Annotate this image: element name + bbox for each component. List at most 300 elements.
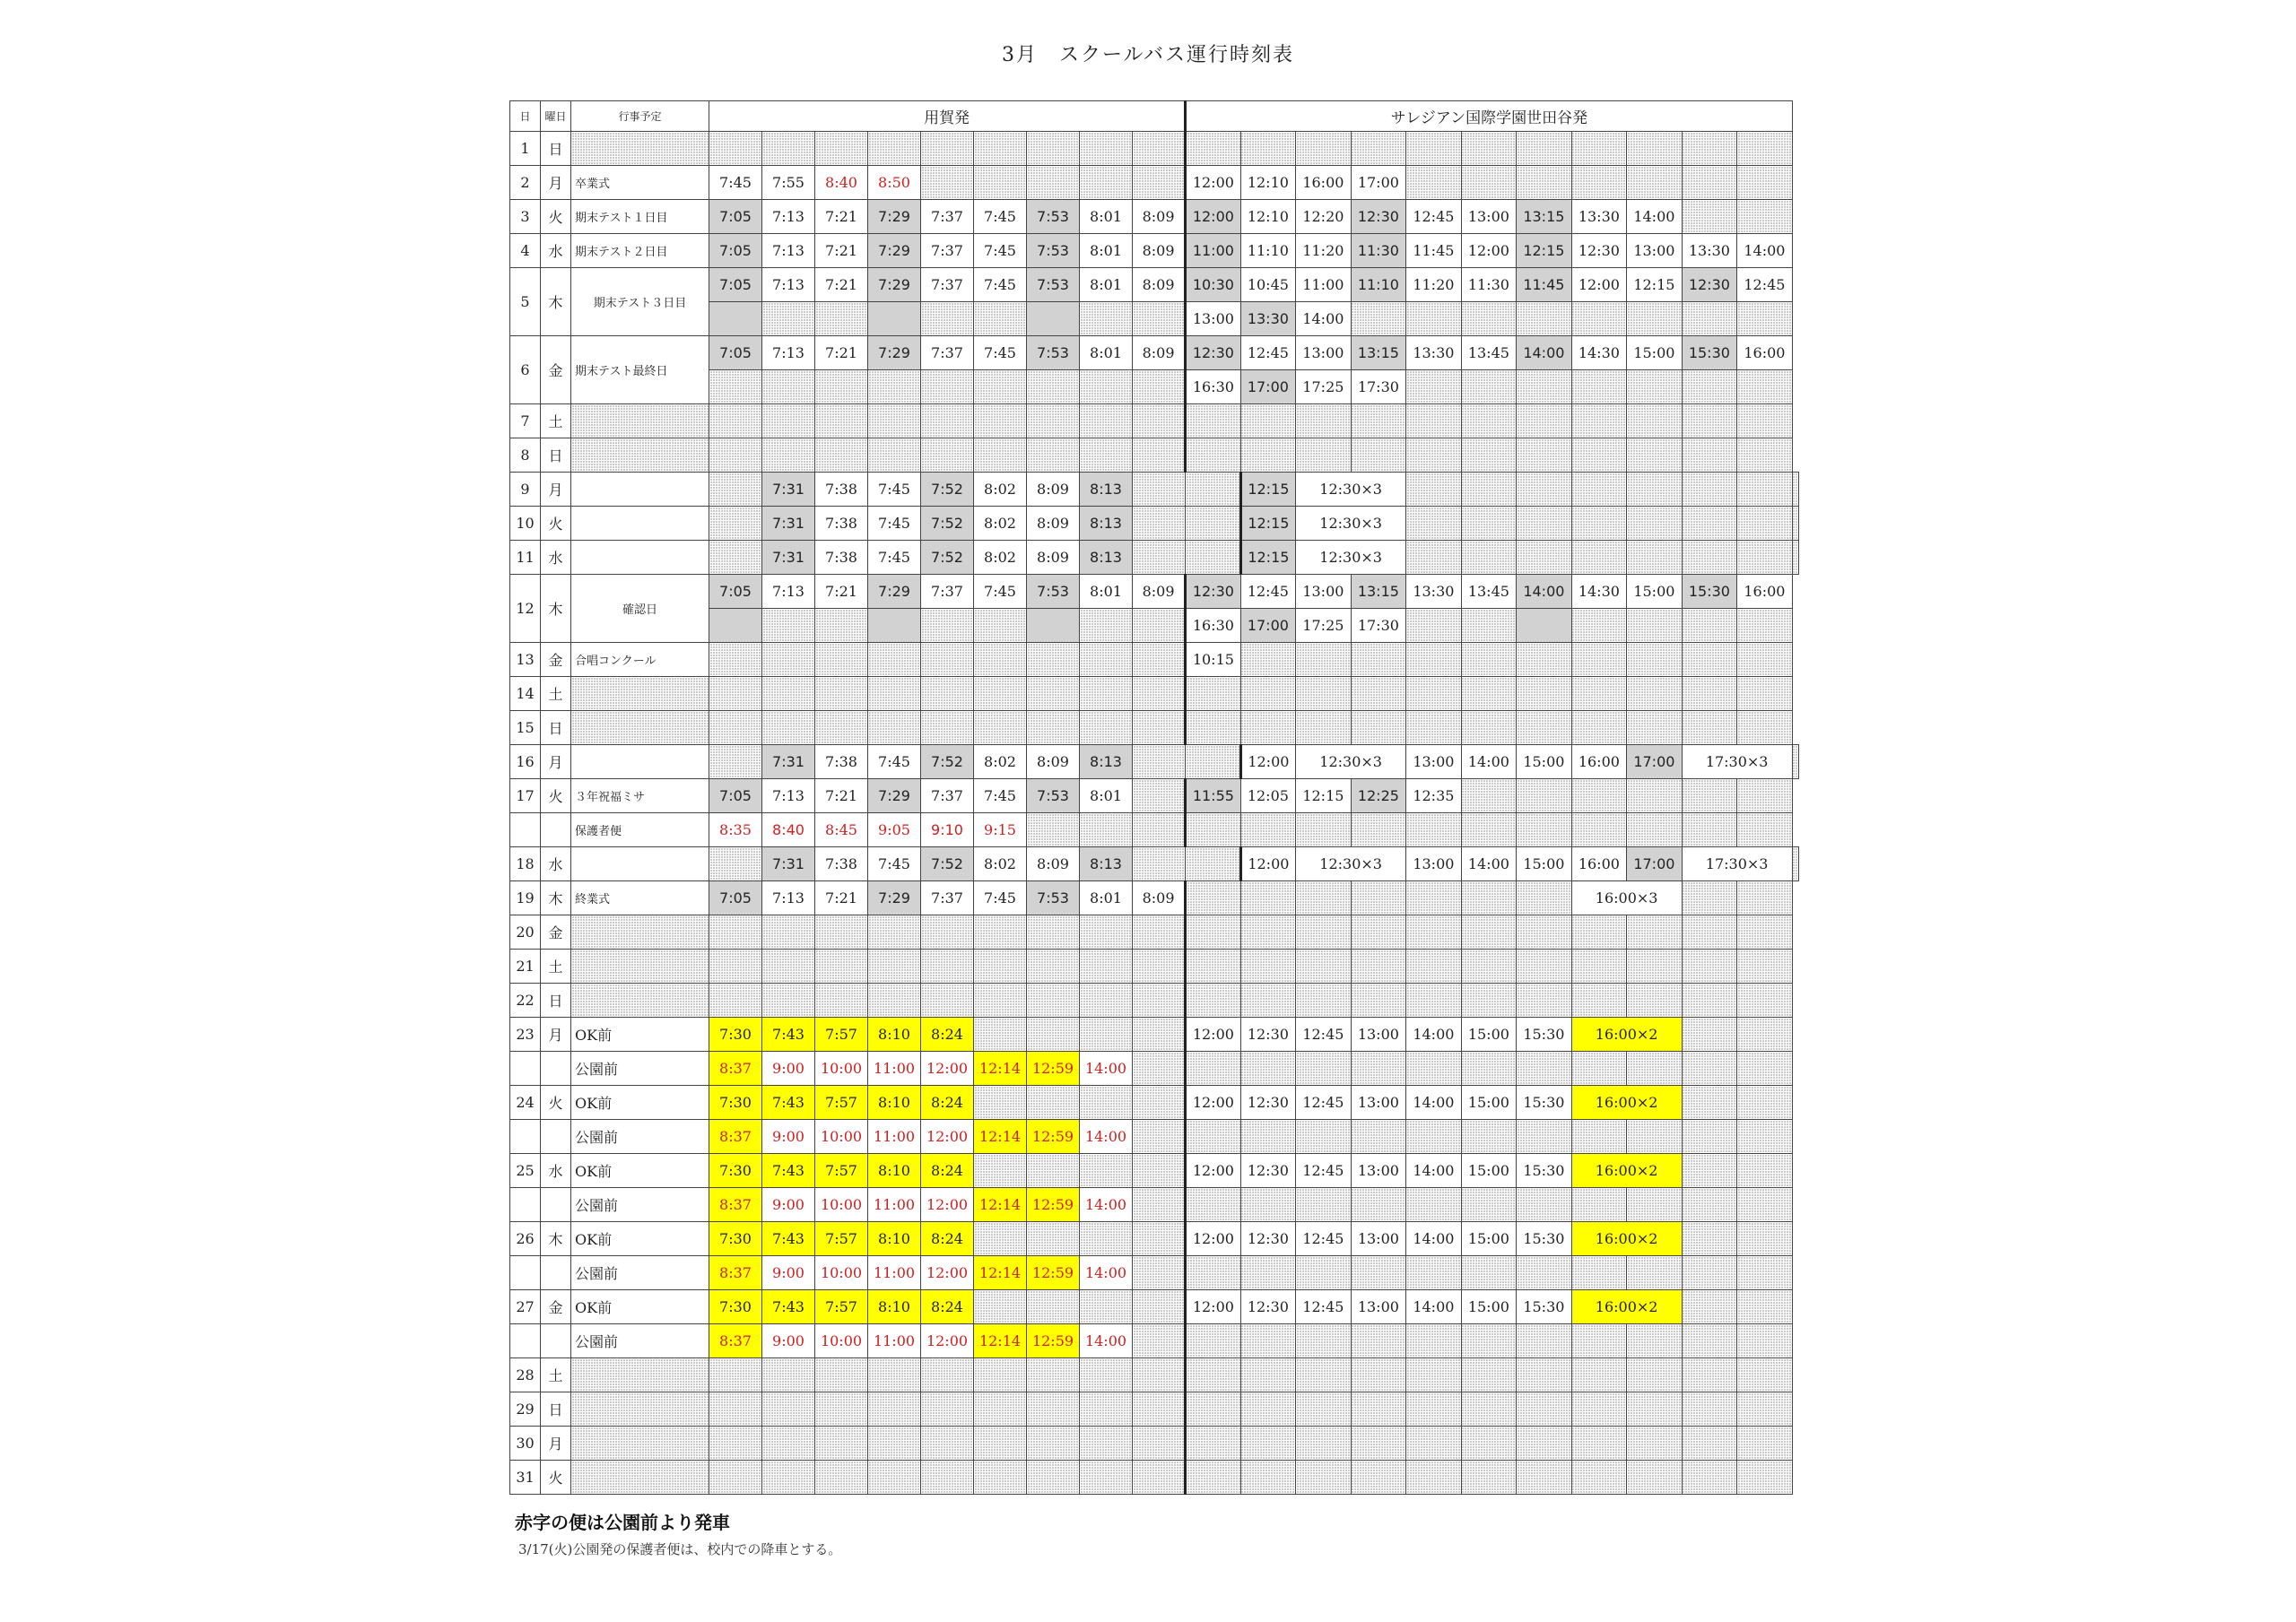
empty-cell <box>1351 1324 1406 1358</box>
time-cell: 7:30 <box>709 1290 762 1324</box>
time-cell: 12:45 <box>1296 1290 1352 1324</box>
day-cell: 29 <box>510 1392 541 1427</box>
time-cell: 7:05 <box>709 779 762 813</box>
event-cell <box>571 473 709 507</box>
empty-cell <box>868 1461 921 1495</box>
empty-cell <box>1461 438 1517 473</box>
empty-cell <box>1461 541 1517 575</box>
empty-cell <box>1571 813 1627 847</box>
empty-cell <box>1186 473 1241 507</box>
time-cell: 13:00 <box>1351 1154 1406 1188</box>
empty-cell <box>1571 677 1627 711</box>
empty-cell <box>1737 1427 1793 1461</box>
event-cell <box>571 1427 709 1461</box>
time-cell: 12:00 <box>1186 1154 1241 1188</box>
empty-cell <box>1240 950 1296 984</box>
empty-cell <box>1627 302 1683 336</box>
empty-cell <box>1133 1427 1186 1461</box>
time-cell: 12:59 <box>1027 1188 1080 1222</box>
time-cell: 12:00 <box>921 1120 974 1154</box>
empty-cell <box>1571 609 1627 643</box>
empty-cell <box>1682 1461 1737 1495</box>
empty-cell <box>1027 438 1080 473</box>
weekday-cell: 土 <box>541 677 571 711</box>
empty-cell <box>1571 507 1627 541</box>
empty-cell <box>1080 132 1133 166</box>
empty-cell <box>1186 1358 1241 1392</box>
empty-cell <box>1737 1358 1793 1392</box>
empty-cell <box>1737 132 1793 166</box>
empty-cell <box>1737 507 1793 541</box>
time-cell: 10:15 <box>1186 643 1241 677</box>
empty-cell <box>1406 881 1462 915</box>
empty-cell <box>1737 1324 1793 1358</box>
time-cell: 14:00 <box>1406 1086 1462 1120</box>
empty-cell <box>1240 1188 1296 1222</box>
time-cell: 12:30 <box>1240 1018 1296 1052</box>
empty-cell <box>1186 1256 1241 1290</box>
empty-cell <box>1737 1188 1793 1222</box>
time-cell: 7:38 <box>815 847 868 881</box>
table-row <box>510 438 1799 473</box>
event-cell: 確認日 <box>571 575 709 643</box>
empty-cell <box>1571 1256 1627 1290</box>
empty-cell <box>1517 813 1572 847</box>
empty-cell <box>762 302 815 336</box>
empty-cell <box>1080 643 1133 677</box>
empty-cell <box>1133 507 1186 541</box>
empty-cell <box>1571 711 1627 745</box>
empty-cell <box>815 1461 868 1495</box>
empty-cell <box>1186 132 1241 166</box>
time-cell: 16:00 <box>1737 575 1793 609</box>
time-cell: 9:00 <box>762 1256 815 1290</box>
empty-cell <box>1461 1358 1517 1392</box>
time-cell: 12:00 <box>921 1256 974 1290</box>
empty-cell <box>921 166 974 200</box>
time-cell: 7:29 <box>868 234 921 268</box>
empty-cell <box>1027 609 1080 643</box>
empty-cell <box>709 847 762 881</box>
day-cell: 9 <box>510 473 541 507</box>
time-cell: 7:21 <box>815 268 868 302</box>
empty-cell <box>1080 677 1133 711</box>
time-cell: 7:45 <box>709 166 762 200</box>
empty-cell <box>1240 1427 1296 1461</box>
empty-cell <box>974 984 1027 1018</box>
empty-cell <box>1027 370 1080 404</box>
time-cell: 12:14 <box>974 1324 1027 1358</box>
empty-cell <box>1737 779 1793 813</box>
time-cell: 7:37 <box>921 779 974 813</box>
empty-cell <box>1351 1256 1406 1290</box>
time-cell: 7:38 <box>815 745 868 779</box>
time-cell: 14:00 <box>1737 234 1793 268</box>
time-cell: 12:30 <box>1351 200 1406 234</box>
empty-cell <box>1737 711 1793 745</box>
empty-cell <box>709 507 762 541</box>
time-cell: 10:30 <box>1186 268 1241 302</box>
empty-cell <box>1517 1427 1572 1461</box>
empty-cell <box>1296 404 1352 438</box>
empty-cell <box>921 1358 974 1392</box>
time-cell: 12:00 <box>1240 847 1296 881</box>
empty-cell <box>1080 915 1133 950</box>
time-cell: 8:10 <box>868 1154 921 1188</box>
day-cell: 11 <box>510 541 541 575</box>
weekday-cell <box>541 1052 571 1086</box>
time-cell: 8:37 <box>709 1256 762 1290</box>
day-cell <box>510 1256 541 1290</box>
red-text-note: 赤字の便は公園前より発車 <box>515 1512 730 1533</box>
weekday-cell: 金 <box>541 336 571 404</box>
weekday-cell: 火 <box>541 1461 571 1495</box>
empty-cell <box>1737 1086 1793 1120</box>
empty-cell <box>762 132 815 166</box>
time-cell: 7:52 <box>921 847 974 881</box>
time-cell: 16:00 <box>1571 745 1627 779</box>
time-cell: 15:30 <box>1517 1290 1572 1324</box>
weekday-cell <box>541 813 571 847</box>
empty-cell <box>1351 1120 1406 1154</box>
table-row <box>510 1086 1799 1120</box>
time-cell: 16:00×2 <box>1571 1018 1682 1052</box>
empty-cell <box>762 404 815 438</box>
time-cell: 12:00 <box>921 1188 974 1222</box>
empty-cell <box>1240 915 1296 950</box>
time-cell: 12:30×3 <box>1296 473 1406 507</box>
time-cell: 7:53 <box>1027 200 1080 234</box>
empty-cell <box>1627 1052 1683 1086</box>
empty-cell <box>1517 302 1572 336</box>
empty-cell <box>1682 813 1737 847</box>
empty-cell <box>1627 813 1683 847</box>
time-cell: 7:52 <box>921 507 974 541</box>
time-cell: 14:00 <box>1406 1154 1462 1188</box>
time-cell: 15:30 <box>1517 1154 1572 1188</box>
time-cell: 13:00 <box>1406 745 1462 779</box>
empty-cell <box>1627 1188 1683 1222</box>
time-cell: 15:00 <box>1627 575 1683 609</box>
empty-cell <box>1461 1052 1517 1086</box>
empty-cell <box>1133 541 1186 575</box>
empty-cell <box>1186 950 1241 984</box>
empty-cell <box>1186 745 1241 779</box>
event-cell: 終業式 <box>571 881 709 915</box>
time-cell: 8:37 <box>709 1052 762 1086</box>
time-cell: 7:45 <box>868 847 921 881</box>
time-cell: 12:15 <box>1240 507 1296 541</box>
empty-cell <box>1627 404 1683 438</box>
empty-cell <box>1682 1290 1737 1324</box>
empty-cell <box>1351 915 1406 950</box>
empty-cell <box>1027 132 1080 166</box>
time-cell: 12:30×3 <box>1296 541 1406 575</box>
time-cell: 7:30 <box>709 1086 762 1120</box>
empty-cell <box>974 1461 1027 1495</box>
time-cell: 7:45 <box>868 473 921 507</box>
header-row <box>510 101 1799 132</box>
time-cell: 7:31 <box>762 745 815 779</box>
empty-cell <box>1240 1358 1296 1392</box>
empty-cell <box>1627 643 1683 677</box>
empty-cell <box>762 1461 815 1495</box>
empty-cell <box>1027 1222 1080 1256</box>
empty-cell <box>1296 677 1352 711</box>
empty-cell <box>1737 1018 1793 1052</box>
event-cell: 保護者便 <box>571 813 709 847</box>
day-cell: 30 <box>510 1427 541 1461</box>
time-cell: 12:45 <box>1240 575 1296 609</box>
time-cell: 16:00×2 <box>1571 1222 1682 1256</box>
time-cell: 12:05 <box>1240 779 1296 813</box>
event-cell: 公園前 <box>571 1324 709 1358</box>
weekday-cell: 火 <box>541 779 571 813</box>
time-cell: 8:02 <box>974 745 1027 779</box>
time-cell: 7:45 <box>974 234 1027 268</box>
weekday-cell: 木 <box>541 881 571 915</box>
empty-cell <box>921 677 974 711</box>
time-cell: 16:00 <box>1571 847 1627 881</box>
empty-cell <box>1737 200 1793 234</box>
empty-cell <box>1406 132 1462 166</box>
empty-cell <box>1792 473 1798 507</box>
empty-cell <box>1186 1427 1241 1461</box>
empty-cell <box>1517 711 1572 745</box>
time-cell: 12:00 <box>1186 1222 1241 1256</box>
time-cell: 12:15 <box>1627 268 1683 302</box>
empty-cell <box>1406 711 1462 745</box>
time-cell: 14:30 <box>1571 336 1627 370</box>
time-cell: 15:00 <box>1461 1018 1517 1052</box>
empty-cell <box>815 915 868 950</box>
empty-cell <box>1027 813 1080 847</box>
table-row <box>510 575 1799 609</box>
time-cell: 12:00 <box>1186 1018 1241 1052</box>
empty-cell <box>1406 1324 1462 1358</box>
time-cell: 8:02 <box>974 507 1027 541</box>
weekday-cell: 日 <box>541 132 571 166</box>
time-cell: 17:30 <box>1351 370 1406 404</box>
table-row <box>510 643 1799 677</box>
time-cell: 7:53 <box>1027 234 1080 268</box>
time-cell: 12:10 <box>1240 166 1296 200</box>
time-cell: 7:13 <box>762 779 815 813</box>
empty-cell <box>1461 507 1517 541</box>
time-cell: 7:29 <box>868 268 921 302</box>
empty-cell <box>1133 1222 1186 1256</box>
table-row <box>510 1392 1799 1427</box>
empty-cell <box>921 1461 974 1495</box>
empty-cell <box>1682 1392 1737 1427</box>
empty-cell <box>1080 1290 1133 1324</box>
time-cell: 7:43 <box>762 1018 815 1052</box>
time-cell: 12:00 <box>1186 1290 1241 1324</box>
empty-cell <box>1461 1461 1517 1495</box>
empty-cell <box>1627 1256 1683 1290</box>
table-row <box>510 541 1799 575</box>
empty-cell <box>815 1392 868 1427</box>
time-cell: 7:21 <box>815 200 868 234</box>
time-cell: 9:00 <box>762 1120 815 1154</box>
time-cell: 14:00 <box>1627 200 1683 234</box>
bus-timetable <box>509 100 1799 1495</box>
empty-cell <box>1296 643 1352 677</box>
empty-cell <box>1133 813 1186 847</box>
time-cell: 8:09 <box>1133 881 1186 915</box>
empty-cell <box>974 1018 1027 1052</box>
empty-cell <box>1133 1052 1186 1086</box>
time-cell: 14:00 <box>1406 1290 1462 1324</box>
time-cell: 7:37 <box>921 234 974 268</box>
time-cell: 12:10 <box>1240 200 1296 234</box>
empty-cell <box>1517 1461 1572 1495</box>
empty-cell <box>1133 1324 1186 1358</box>
time-cell: 8:01 <box>1080 234 1133 268</box>
empty-cell <box>1737 915 1793 950</box>
empty-cell <box>1461 915 1517 950</box>
empty-cell <box>1406 438 1462 473</box>
empty-cell <box>709 1392 762 1427</box>
time-cell: 7:21 <box>815 575 868 609</box>
empty-cell <box>1186 984 1241 1018</box>
time-cell: 13:15 <box>1351 575 1406 609</box>
time-cell: 8:10 <box>868 1222 921 1256</box>
empty-cell <box>709 302 762 336</box>
time-cell: 10:00 <box>815 1052 868 1086</box>
empty-cell <box>1517 984 1572 1018</box>
time-cell: 15:30 <box>1517 1018 1572 1052</box>
time-cell: 12:45 <box>1296 1154 1352 1188</box>
empty-cell <box>1406 1188 1462 1222</box>
empty-cell <box>1517 507 1572 541</box>
time-cell: 12:00 <box>1186 1086 1241 1120</box>
empty-cell <box>1186 1324 1241 1358</box>
weekday-cell: 水 <box>541 847 571 881</box>
weekday-cell: 火 <box>541 507 571 541</box>
time-cell: 12:25 <box>1351 779 1406 813</box>
empty-cell <box>1406 677 1462 711</box>
time-cell: 7:31 <box>762 847 815 881</box>
empty-cell <box>1517 438 1572 473</box>
empty-cell <box>1571 370 1627 404</box>
empty-cell <box>974 166 1027 200</box>
time-cell: 12:15 <box>1240 473 1296 507</box>
empty-cell <box>868 1358 921 1392</box>
event-cell <box>571 677 709 711</box>
empty-cell <box>1682 302 1737 336</box>
empty-cell <box>1027 166 1080 200</box>
empty-cell <box>1351 438 1406 473</box>
empty-cell <box>1737 1154 1793 1188</box>
empty-cell <box>1406 609 1462 643</box>
empty-cell <box>815 1427 868 1461</box>
event-cell: 期末テスト１日目 <box>571 200 709 234</box>
time-cell: 7:38 <box>815 473 868 507</box>
table-row <box>510 473 1799 507</box>
time-cell: 12:30 <box>1186 336 1241 370</box>
time-cell: 12:00 <box>1571 268 1627 302</box>
table-row <box>510 677 1799 711</box>
empty-cell <box>1080 813 1133 847</box>
time-cell: 7:05 <box>709 234 762 268</box>
time-cell: 12:30 <box>1240 1222 1296 1256</box>
empty-cell <box>1737 609 1793 643</box>
time-cell: 8:37 <box>709 1188 762 1222</box>
time-cell: 7:45 <box>974 779 1027 813</box>
empty-cell <box>1186 507 1241 541</box>
empty-cell <box>868 1392 921 1427</box>
empty-cell <box>709 1461 762 1495</box>
empty-cell <box>1682 200 1737 234</box>
time-cell: 11:00 <box>868 1120 921 1154</box>
table-row <box>510 1222 1799 1256</box>
empty-cell <box>1027 1461 1080 1495</box>
empty-cell <box>1351 302 1406 336</box>
time-cell: 7:31 <box>762 507 815 541</box>
weekday-cell: 火 <box>541 1086 571 1120</box>
empty-cell <box>1627 950 1683 984</box>
time-cell: 8:10 <box>868 1018 921 1052</box>
empty-cell <box>1461 1324 1517 1358</box>
empty-cell <box>1406 1052 1462 1086</box>
time-cell: 12:45 <box>1737 268 1793 302</box>
time-cell: 13:00 <box>1186 302 1241 336</box>
time-cell: 13:00 <box>1351 1086 1406 1120</box>
time-cell: 11:45 <box>1406 234 1462 268</box>
time-cell: 7:45 <box>974 336 1027 370</box>
empty-cell <box>1737 1052 1793 1086</box>
empty-cell <box>1351 1427 1406 1461</box>
empty-cell <box>1296 1324 1352 1358</box>
time-cell: 16:30 <box>1186 609 1241 643</box>
day-cell <box>510 1052 541 1086</box>
empty-cell <box>1351 1188 1406 1222</box>
empty-cell <box>1186 541 1241 575</box>
time-cell: 17:00 <box>1351 166 1406 200</box>
time-cell: 12:30 <box>1240 1154 1296 1188</box>
weekday-cell: 月 <box>541 166 571 200</box>
table-row <box>510 507 1799 541</box>
time-cell: 13:30 <box>1571 200 1627 234</box>
empty-cell <box>1133 609 1186 643</box>
empty-cell <box>1682 1120 1737 1154</box>
table-row <box>510 1290 1799 1324</box>
time-cell: 16:00×2 <box>1571 1154 1682 1188</box>
time-cell: 17:25 <box>1296 609 1352 643</box>
empty-cell <box>1571 166 1627 200</box>
time-cell: 7:13 <box>762 268 815 302</box>
empty-cell <box>1627 711 1683 745</box>
empty-cell <box>1027 1018 1080 1052</box>
event-cell <box>571 984 709 1018</box>
weekday-cell: 月 <box>541 1427 571 1461</box>
time-cell: 7:05 <box>709 881 762 915</box>
empty-cell <box>762 1392 815 1427</box>
time-cell: 7:21 <box>815 336 868 370</box>
day-cell: 17 <box>510 779 541 813</box>
empty-cell <box>1627 1461 1683 1495</box>
time-cell: 12:45 <box>1296 1222 1352 1256</box>
header-weekday: 曜日 <box>541 101 571 132</box>
empty-cell <box>1186 1188 1241 1222</box>
time-cell: 12:45 <box>1296 1018 1352 1052</box>
weekday-cell: 水 <box>541 234 571 268</box>
empty-cell <box>1627 541 1683 575</box>
time-cell: 7:57 <box>815 1290 868 1324</box>
empty-cell <box>1461 813 1517 847</box>
empty-cell <box>1627 132 1683 166</box>
